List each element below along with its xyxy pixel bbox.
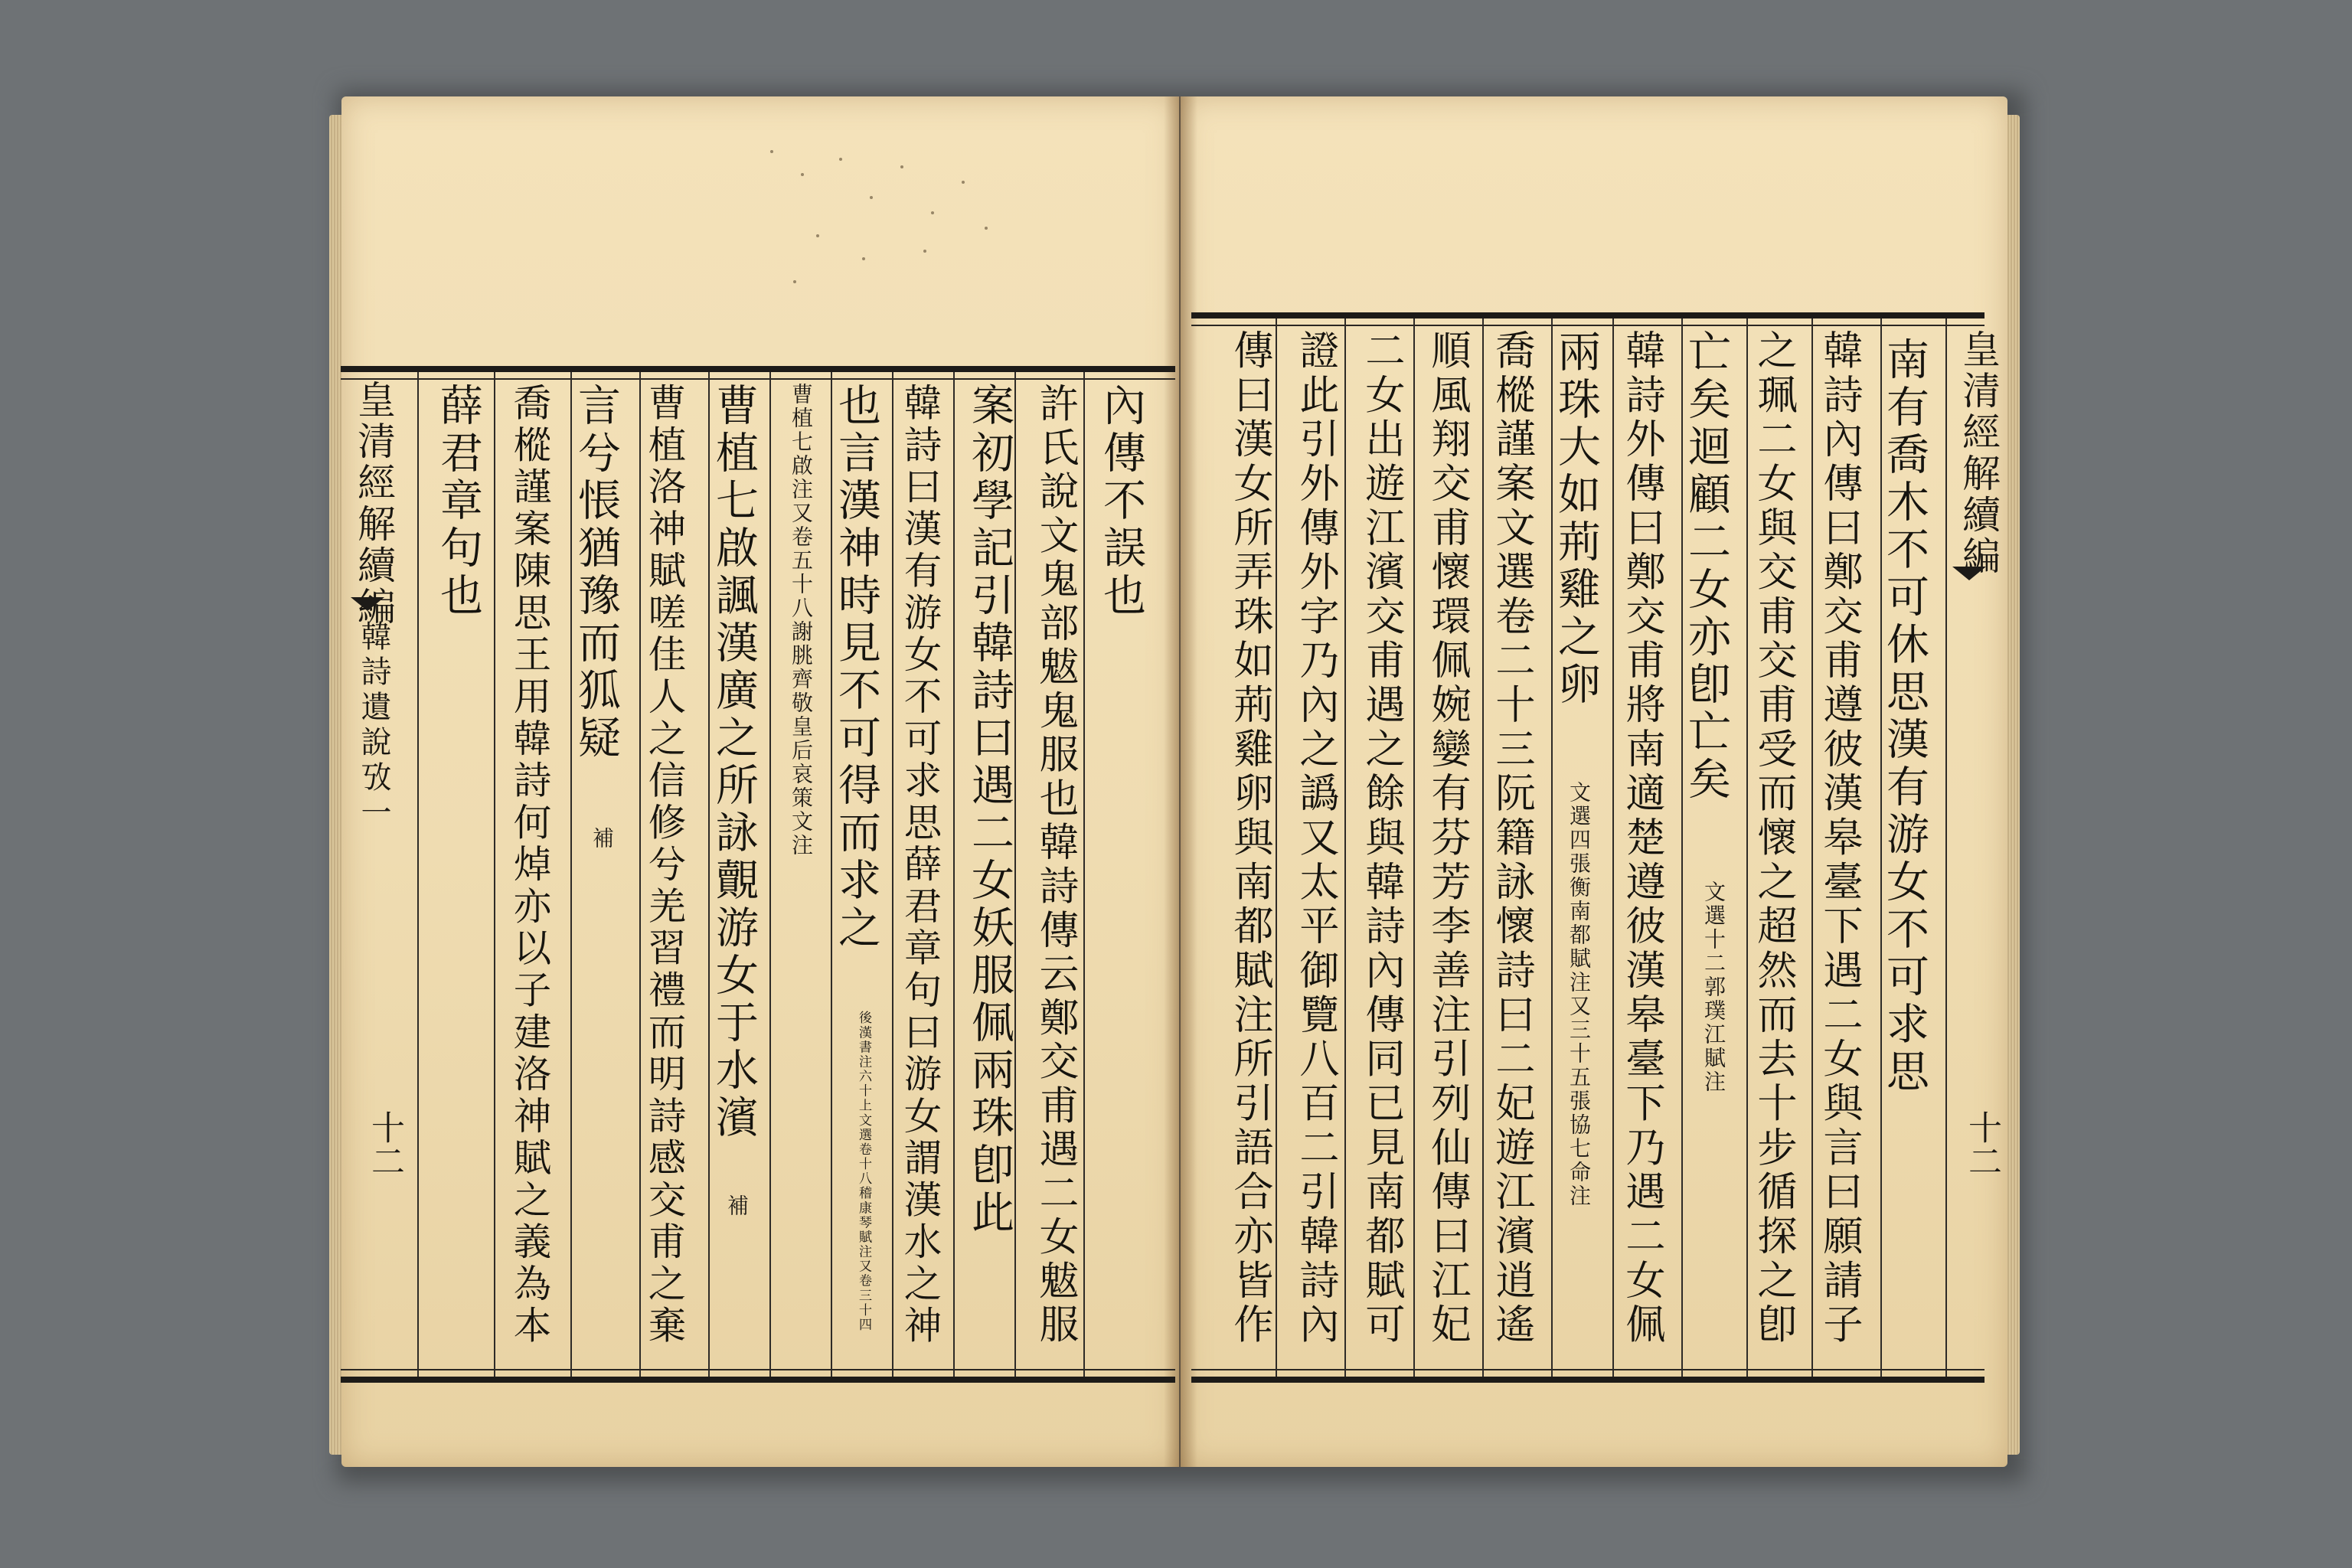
commentary-note: 補 (590, 827, 615, 851)
fishtail-mark (1952, 567, 1986, 580)
column-rule (417, 372, 419, 1377)
commentary-note: 後漢書注六十上文選卷十八稽康琴賦注又卷三十四 (856, 1011, 871, 1332)
text-column: 韓詩曰漢有游女不可求思薛君章句曰游女謂漢水之神 (898, 383, 942, 1348)
column-rule (1482, 318, 1484, 1377)
text-column: 兩珠大如荊雞之卵 (1551, 329, 1601, 709)
text-column: 韓詩外傳曰鄭交甫將南適楚遵彼漢皋臺下乃遇二女佩 (1619, 329, 1664, 1348)
column-rule (769, 372, 771, 1377)
fishtail-mark (351, 597, 384, 611)
text-column: 曹植洛神賦嗟佳人之信修兮羌習禮而明詩感交甫之棄 (642, 383, 687, 1348)
margin-subtitle: 韓詩遺說攷一 (356, 620, 391, 831)
column-rule (1014, 372, 1016, 1377)
column-rule (1612, 318, 1614, 1377)
text-column: 順風翔交甫懷環佩婉孌有芬芳李善注引列仙傳曰江妃 (1424, 329, 1470, 1348)
column-rule (1811, 318, 1813, 1377)
text-column: 也言漢神時見不可得而求之 (831, 383, 881, 952)
folio-number: 十二 (365, 1110, 404, 1178)
column-rule (494, 372, 495, 1377)
text-column: 曹植七啟諷漢廣之所詠覿游女于水濱 (709, 383, 759, 1142)
text-column: 案初學記引韓詩曰遇二女妖服佩兩珠卽此 (965, 383, 1014, 1237)
column-rule (1083, 372, 1085, 1377)
text-column: 言兮悵猶豫而狐疑 (571, 383, 621, 763)
column-rule (892, 372, 893, 1377)
margin-title: 皇清經解續編 (1956, 329, 2001, 577)
column-rule (1413, 318, 1415, 1377)
commentary-note: 文選四張衡南都賦注又三十五張協七命注 (1566, 781, 1592, 1208)
text-column: 之珮二女與交甫交甫受而懷之超然而去十步循探之卽 (1750, 329, 1796, 1348)
margin-title: 皇清經解續編 (351, 380, 396, 628)
frame-inner-bottom (1191, 1369, 1984, 1370)
text-column: 亡矣迴顧二女亦卽亡矣 (1681, 329, 1731, 804)
text-column: 內傳不誤也 (1096, 383, 1146, 620)
text-column: 喬樅謹案陳思王用韓詩何焯亦以子建洛神賦之義為本 (508, 383, 552, 1348)
column-rule (953, 372, 955, 1377)
frame-inner-top (341, 378, 1175, 380)
column-rule (1344, 318, 1346, 1377)
text-column: 南有喬木不可休思漢有游女不可求思 (1880, 337, 1929, 1096)
text-column: 韓詩內傳曰鄭交甫遵彼漢皋臺下遇二女與言曰願請子 (1816, 329, 1862, 1348)
frame-inner-top (1191, 325, 1984, 326)
text-column: 許氏說文鬼部魃鬼服也韓詩傳云鄭交甫遇二女魃服 (1032, 383, 1078, 1348)
text-column: 薛君章句也 (433, 383, 483, 620)
column-rule (1276, 318, 1277, 1377)
commentary-note: 補 (724, 1194, 750, 1218)
text-column: 傳曰漢女所弄珠如荊雞卵與南都賦注所引語合亦皆作 (1227, 329, 1272, 1348)
folio-number: 十二 (1962, 1110, 2001, 1178)
text-column: 喬樅謹案文選卷二十三阮籍詠懷詩曰二妃遊江濱逍遙 (1488, 329, 1534, 1348)
frame-inner-bottom (341, 1369, 1175, 1370)
text-column: 二女出遊江濱交甫遇之餘與韓詩內傳同已見南都賦可 (1358, 329, 1404, 1348)
commentary-note: 曹植七啟注又卷五十八謝朓齊敬皇后哀策文注 (789, 383, 814, 858)
column-rule (1746, 318, 1748, 1377)
text-column: 證此引外傳外字乃內之譌又太平御覽八百二引韓詩內 (1292, 329, 1338, 1348)
commentary-note: 文選十二郭璞江賦注 (1701, 880, 1726, 1094)
column-rule (1945, 318, 1947, 1377)
